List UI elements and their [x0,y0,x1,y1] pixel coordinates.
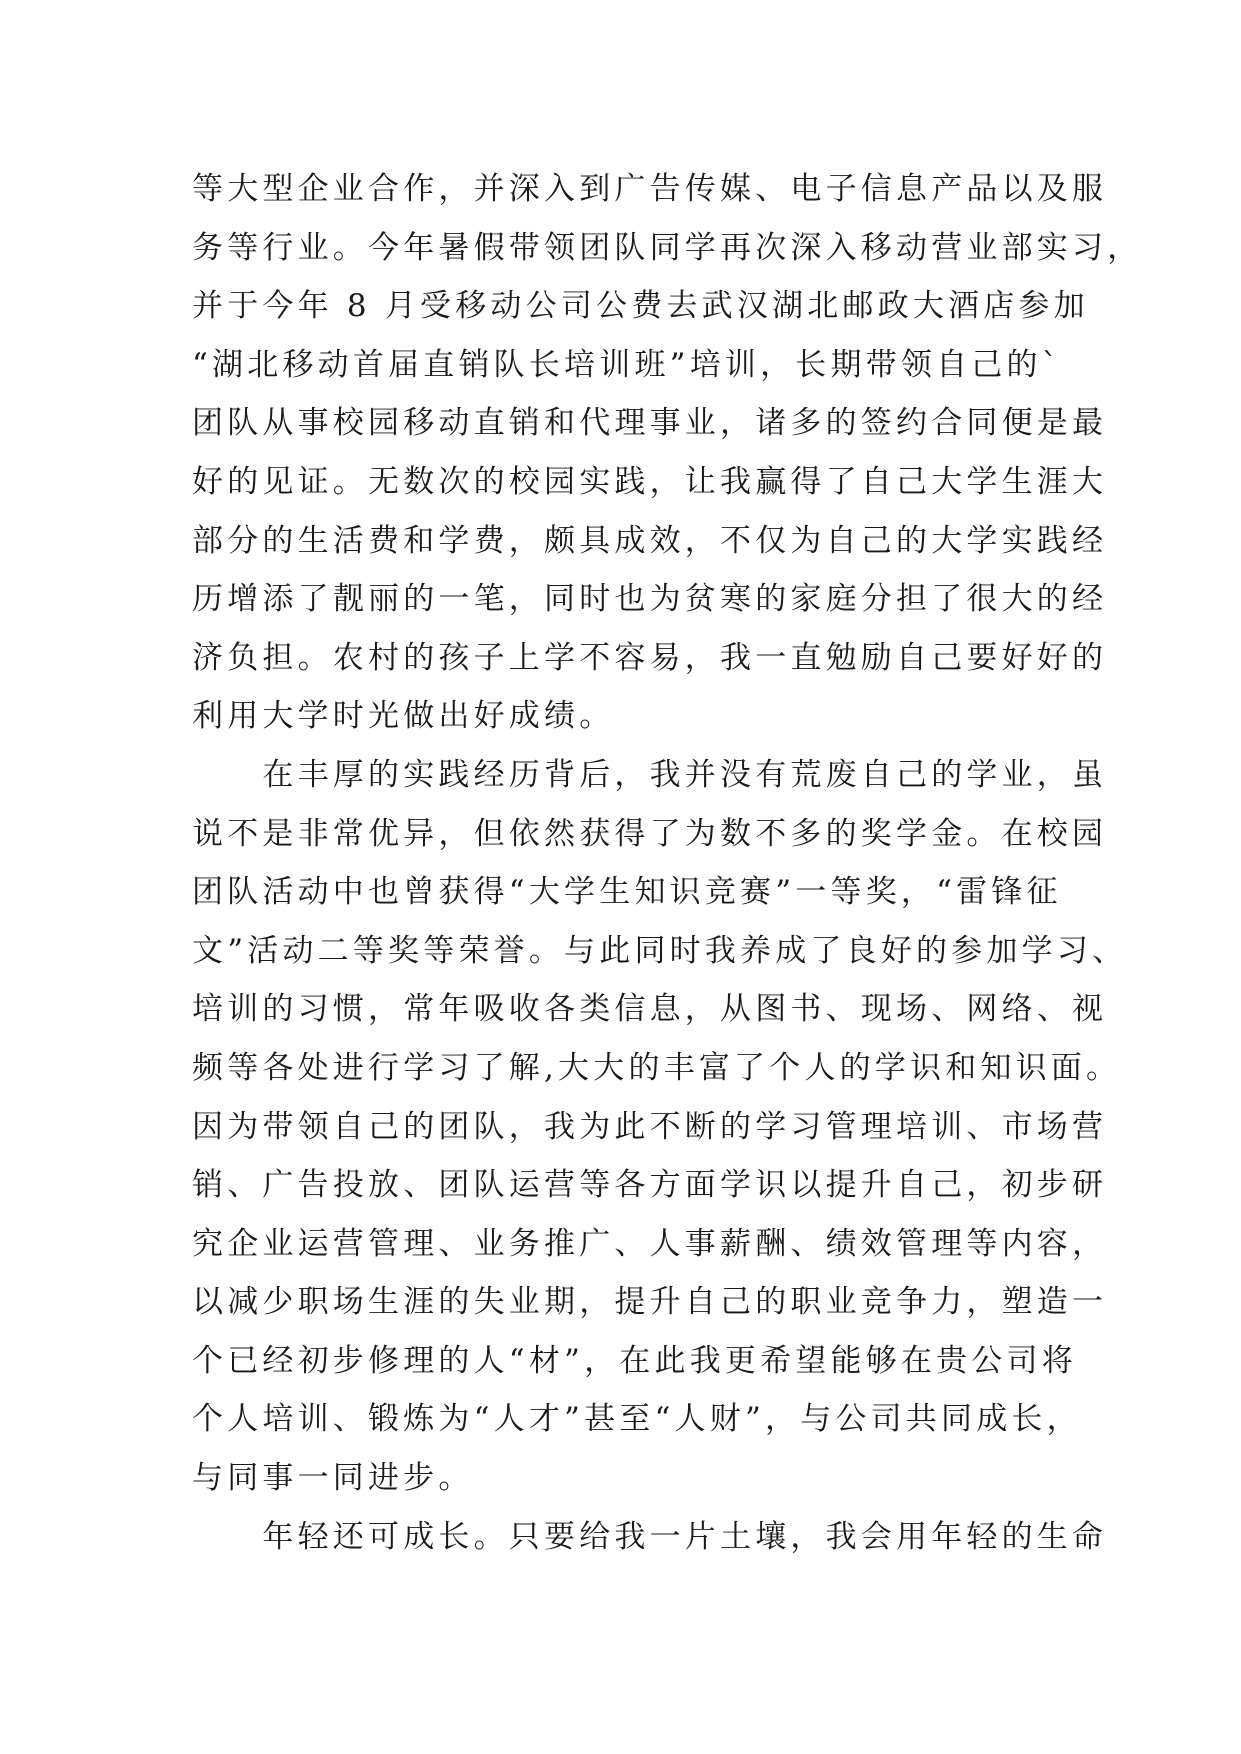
text-line: 个已经初步修理的人“材”，在此我更希望能够在贵公司将 [192,1342,1077,1379]
text-line: 因为带领自己的团队，我为此不断的学习管理培训、市场营 [192,1108,1108,1145]
text-line: 部分的生活费和学费，颇具成效，不仅为自己的大学实践经 [192,522,1108,559]
text-line: 年轻还可成长。只要给我一片土壤，我会用年轻的生命 [192,1518,1108,1555]
text-line: 团队活动中也曾获得“大学生知识竞赛”一等奖，“雷锋征 [192,874,1062,911]
text-line: 个人培训、锻炼为“人才”甚至“人财”，与公司共同成长， [192,1401,1082,1438]
text-line: 频等各处进行学习了解,大大的丰富了个人的学识和知识面。 [192,1049,1122,1086]
text-line: 究企业运营管理、业务推广、人事薪酬、绩效管理等内容， [192,1225,1108,1262]
text-line: 利用大学时光做出好成绩。 [192,698,615,735]
body-text [192,160,1143,1566]
text-line: 与同事一同进步。 [192,1460,474,1497]
text-line: 在丰厚的实践经历背后，我并没有荒废自己的学业，虽 [192,756,1108,793]
text-line: 销、广告投放、团队运营等各方面学识以提升自己，初步研 [192,1167,1108,1204]
text-line: 以减少职场生涯的失业期，提升自己的职业竞争力，塑造一 [192,1284,1108,1321]
text-line: 并于今年 8 月受移动公司公费去武汉湖北邮政大酒店参加 [192,288,1089,325]
text-line: 等大型企业合作，并深入到广告传媒、电子信息产品以及服 [192,171,1108,207]
text-line: 务等行业。今年暑假带领团队同学再次深入移动营业部实习， [192,229,1143,266]
text-line: 培训的习惯，常年吸收各类信息，从图书、现场、网络、视 [192,991,1108,1028]
text-line: 团队从事校园移动直销和代理事业，诸多的签约合同便是最 [192,405,1108,442]
text-line: 济负担。农村的孩子上学不容易，我一直勉励自己要好好的 [192,639,1108,676]
text-line: 说不是非常优异，但依然获得了为数不多的奖学金。在校园 [192,815,1108,852]
text-line: 好的见证。无数次的校园实践，让我赢得了自己大学生涯大 [192,463,1108,500]
text-line: 历增添了靓丽的一笔，同时也为贫寒的家庭分担了很大的经 [192,581,1108,618]
text-line: 文”活动二等奖等荣誉。与此同时我养成了良好的参加学习、 [192,932,1128,969]
text-line: “湖北移动首届直销队长培训班”培训，长期带领自己的` [192,346,1062,383]
